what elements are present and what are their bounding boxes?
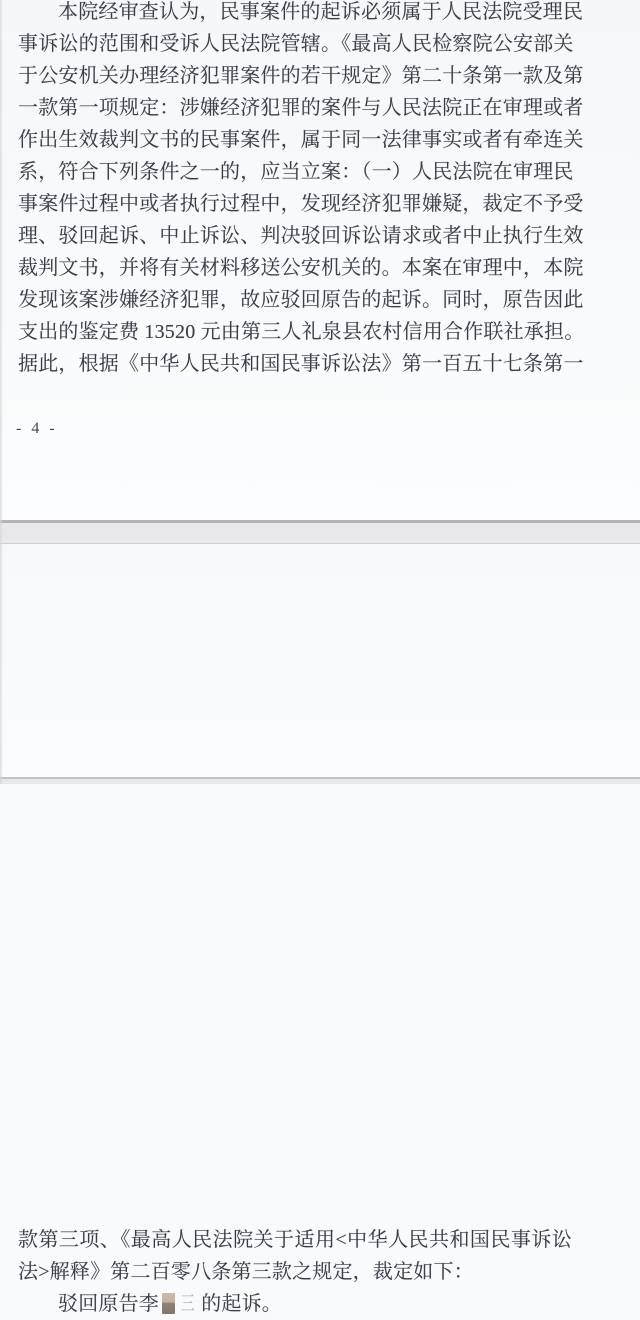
text-line: 系，符合下列条件之一的，应当立案：（一）人民法院在审理民 (18, 161, 574, 183)
text-line: 于公安机关办理经济犯罪案件的若干规定》第二十条第一款及第 (18, 65, 584, 87)
document-page-4 (0, 0, 640, 520)
text-line: 本院经审查认为，民事案件的起诉必须属于人民法院受理民 (58, 1, 584, 23)
text-line: 款第三项、《最高人民法院关于适用<中华人民共和国民事诉讼 (18, 1229, 572, 1251)
ruling-text-suffix: 的起诉。 (201, 1293, 283, 1315)
scan-left-edge-shadow (0, 0, 3, 784)
text-line: 据此，根据《中华人民共和国民事诉讼法》第一百五十七条第一 (18, 353, 584, 375)
text-line: 作出生效裁判文书的民事案件，属于同一法律事实或者有牵连关 (18, 129, 584, 151)
text-line: 事案件过程中或者执行过程中，发现经济犯罪嫌疑，裁定不予受 (18, 193, 584, 215)
ruling-conclusion-text (18, 1224, 572, 1320)
text-line: 理、驳回起诉、中止诉讼、判决驳回诉讼请求或者中止执行生效 (18, 225, 584, 247)
faint-partial-character: 三 (181, 1293, 195, 1315)
page-gap-divider (0, 520, 640, 544)
page-number: - 4 - (16, 420, 58, 437)
redacted-name-block (162, 1293, 175, 1314)
ruling-dismissal-line (18, 1288, 572, 1320)
ruling-text-prefix: 驳回原告李 (58, 1293, 159, 1315)
text-line: 事诉讼的范围和受诉人民法院管辖。《最高人民检察院公安部关 (18, 33, 574, 55)
document-page-5 (0, 544, 640, 1315)
ruling-body-text (18, 0, 585, 380)
text-line: 法>解释》第二百零八条第三款之规定，裁定如下： (18, 1261, 474, 1283)
text-line: 一款第一项规定：涉嫌经济犯罪的案件与人民法院正在审理或者 (18, 97, 584, 119)
text-line: 支出的鉴定费 13520 元由第三人礼泉县农村信用合作联社承担。 (18, 321, 585, 343)
bottom-page-gap-divider (0, 777, 640, 784)
text-line: 裁判文书，并将有关材料移送公安机关的。本案在审理中，本院 (18, 257, 584, 279)
text-line: 发现该案涉嫌经济犯罪，故应驳回原告的起诉。同时，原告因此 (18, 289, 584, 311)
